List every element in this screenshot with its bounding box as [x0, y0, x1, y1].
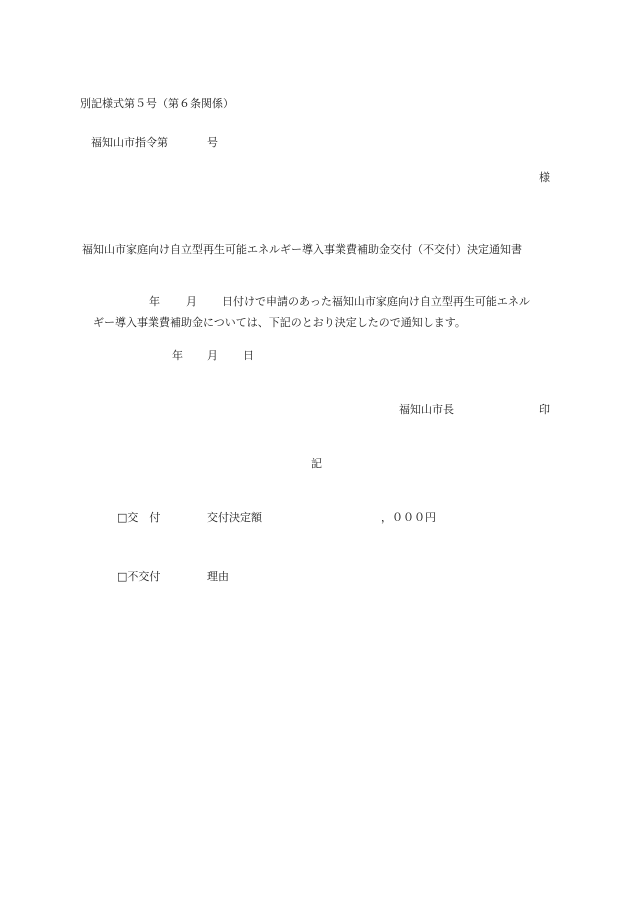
non-grant-reason-label: 理由: [207, 570, 229, 583]
issue-month-label: 月: [207, 349, 218, 362]
application-year-label: 年: [149, 295, 160, 308]
issue-day-label: 日: [243, 349, 254, 362]
grant-amount-label: 交付決定額: [207, 511, 262, 524]
body-text-line-1: 日付けで申請のあった福知山市家庭向け自立型再生可能エネル: [222, 295, 530, 308]
body-text-line-2: ギー導入事業費補助金については、下記のとおり決定したので通知します。: [93, 316, 466, 329]
order-number-prefix: 福知山市指令第: [91, 136, 168, 149]
form-number: 別記様式第５号（第６条関係）: [80, 97, 234, 110]
recipient-honorific: 様: [539, 171, 550, 184]
document-title: 福知山市家庭向け自立型再生可能エネルギー導入事業費補助金交付（不交付）決定通知書: [82, 243, 522, 256]
issue-year-label: 年: [172, 349, 183, 362]
seal-mark: 印: [539, 403, 550, 416]
grant-amount-value: ，０００円: [381, 511, 436, 524]
order-number-suffix: 号: [207, 136, 218, 149]
mayor-title: 福知山市長: [399, 403, 454, 416]
ki-heading: 記: [311, 457, 322, 470]
non-grant-checkbox-label: □不交付: [117, 570, 161, 583]
application-month-label: 月: [186, 295, 197, 308]
grant-checkbox-label: □交 付: [117, 511, 161, 524]
